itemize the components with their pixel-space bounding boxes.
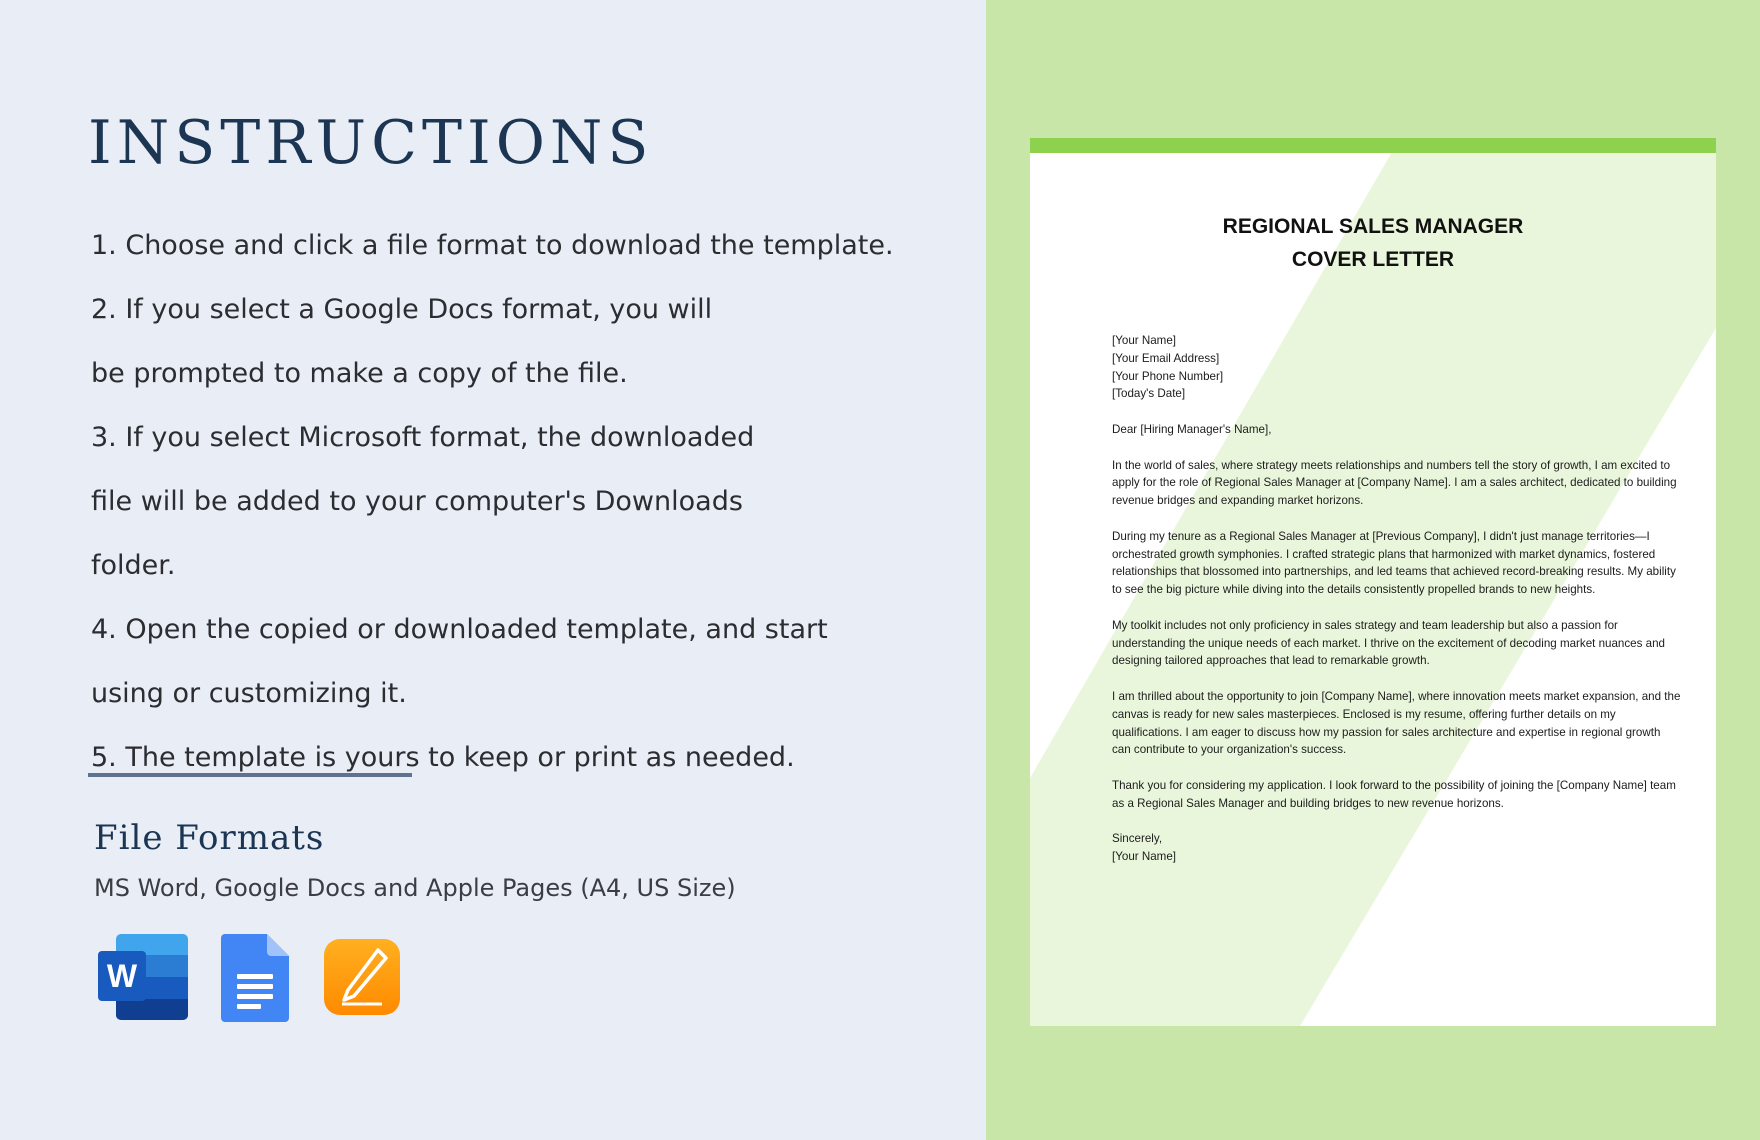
paragraph-2: During my tenure as a Regional Sales Manager at [Previous Company], I didn't just manage territories—I orchestrated growth symphonies. I crafted strategic plans that harmonized with market dynamics, fostered relationships that blossomed into partnerships, and led teams that achieved record-breaking results. My ability to see the big picture while diving into the details consistently propelled brands to new heights. [1112,529,1676,597]
file-formats-heading: File Formats [94,818,325,858]
signature: [Your Name] [1112,850,1177,864]
sender-name: [Your Name] [1112,334,1177,347]
document-preview [1030,138,1716,1026]
section-divider [88,773,412,777]
document-content [1112,210,1682,884]
apple-pages-icon[interactable] [324,934,400,1020]
step-5: 5. The template is yours to keep or print as needed. [91,742,795,773]
sender-email: [Your Email Address] [1112,351,1220,365]
svg-text:W: W [106,958,138,994]
step-3: 3. If you select Microsoft format, the downloaded file will be added to your computer's Downloads folder. [91,422,755,581]
sender-date: [Today's Date] [1112,387,1186,401]
document-title-line-1: REGIONAL SALES MANAGER [1222,215,1524,238]
salutation: Dear [Hiring Manager's Name], [1112,422,1272,436]
step-4: 4. Open the copied or downloaded template, and start using or customizing it. [91,614,828,709]
paragraph-4: I am thrilled about the opportunity to join [Company Name], where innovation meets market expansion, and the canvas is ready for new sales masterpieces. Enclosed is my resume, offering further details on my qualifications. I am eager to discuss how my passion for sales architecture and expertise in regional growth can contribute to your organization's success. [1112,689,1681,757]
document-title [1030,210,1716,276]
word-icon[interactable] [98,934,188,1020]
closing: Sincerely, [1112,832,1163,846]
paragraph-1: In the world of sales, where strategy meets relationships and numbers tell the story of growth, I am excited to apply for the role of Regional Sales Manager at [Company Name]. I am a sales architect, dedicated to building revenue bridges and expanding market horizons. [1112,458,1677,508]
document-title-line-2: COVER LETTER [1291,248,1455,271]
paragraph-3: My toolkit includes not only proficiency in sales strategy and team leadership but also a passion for understanding the unique needs of each market. I thrive on the excitement of decoding market nuances and designing tailored approaches that lead to remarkable growth. [1112,618,1665,668]
letter-body [1112,332,1682,866]
sender-block [1112,332,1682,403]
closing-block [1112,830,1682,866]
instructions-steps [91,214,971,790]
sender-phone: [Your Phone Number] [1112,369,1224,383]
document-top-bar [1030,138,1716,153]
instructions-title: INSTRUCTIONS [88,108,654,178]
google-docs-icon[interactable] [221,934,289,1022]
file-formats-description: MS Word, Google Docs and Apple Pages (A4, US Size) [94,874,736,902]
step-1: 1. Choose and click a file format to download the template. [91,230,894,261]
paragraph-5: Thank you for considering my application. I look forward to the possibility of joining the [Company Name] team as a Regional Sales Manager and building bridges to new revenue horizons. [1112,778,1676,810]
step-2: 2. If you select a Google Docs format, you will be prompted to make a copy of the file. [91,294,713,389]
